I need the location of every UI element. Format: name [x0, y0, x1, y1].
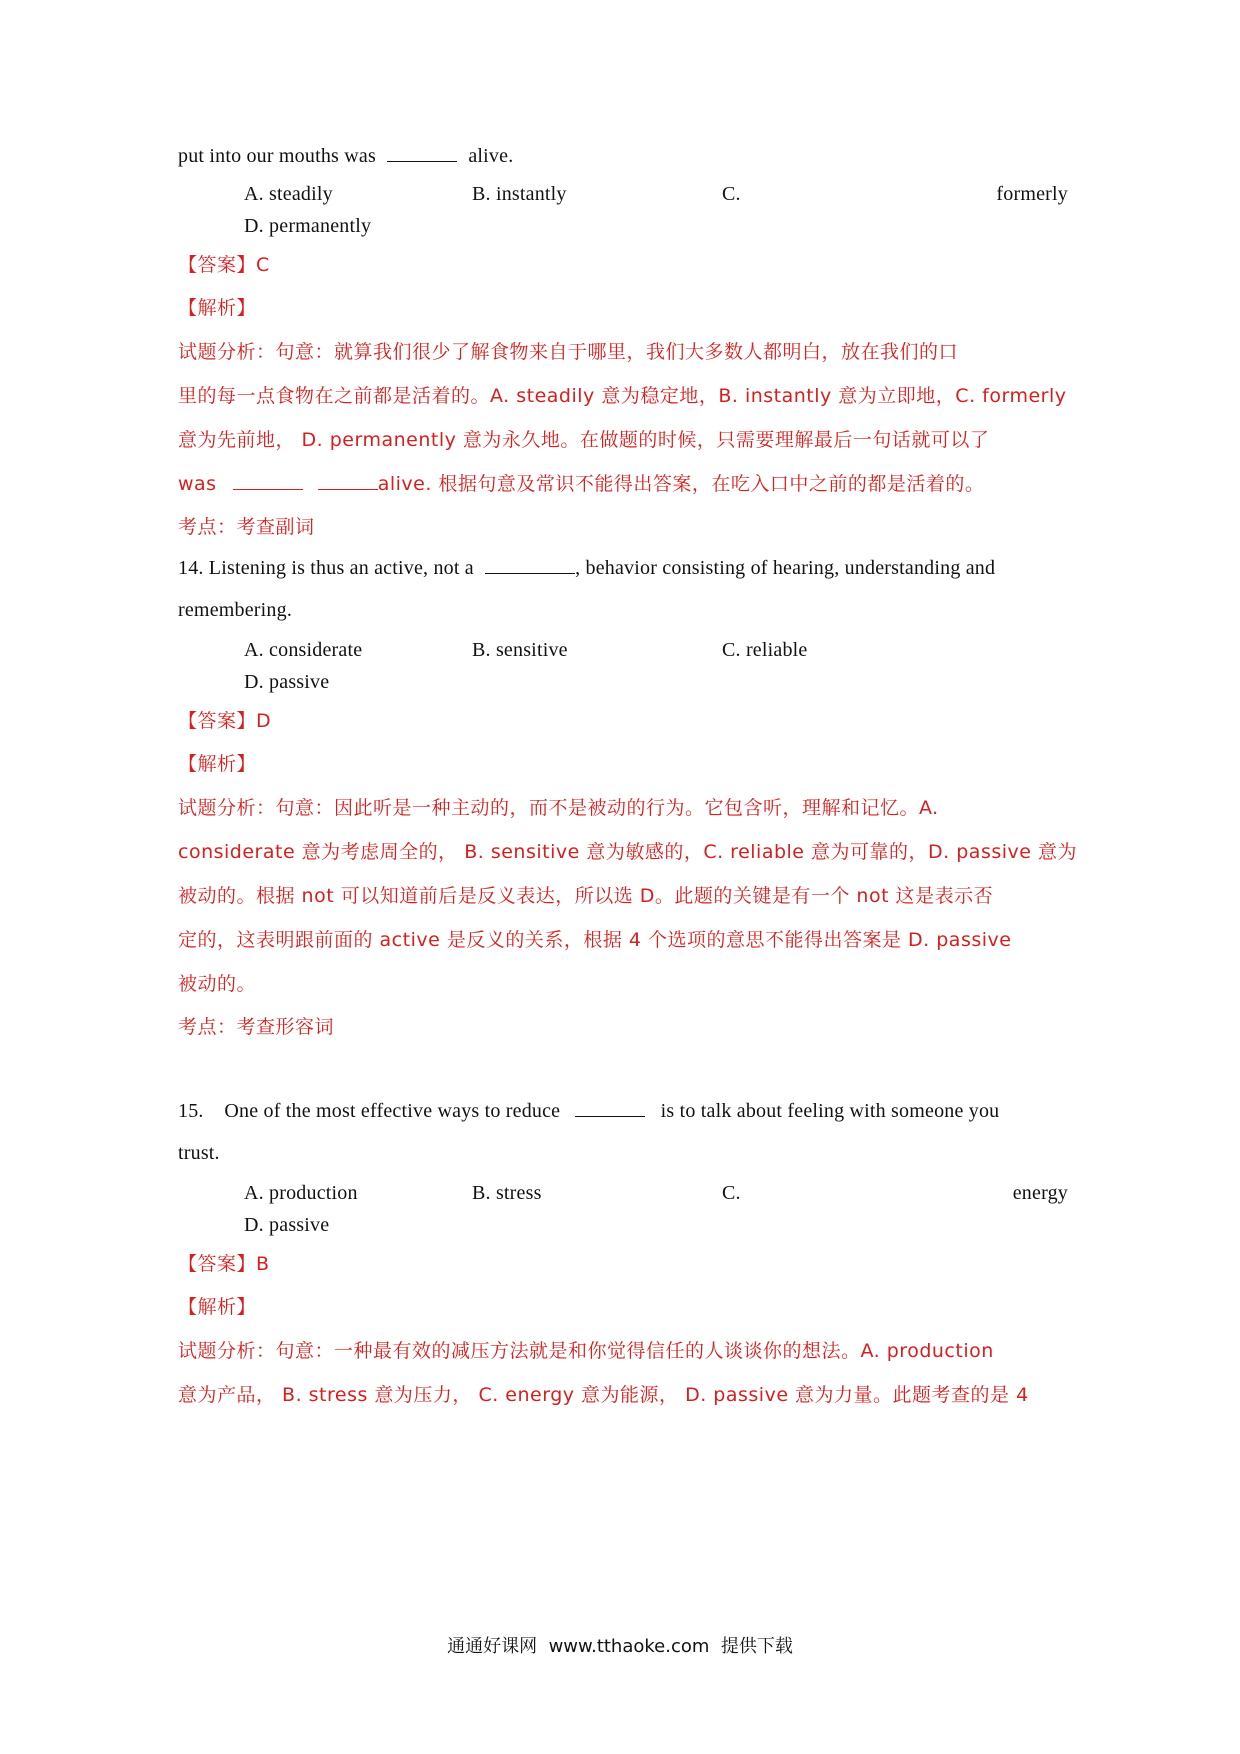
q15-option-d: D. passive: [244, 1214, 330, 1236]
q13-options: [244, 183, 1068, 209]
q14-analysis-label: 【解析】: [178, 753, 257, 775]
q14-analysis-line: considerate 意为考虑周全的， B. sensitive 意为敏感的，C. reliable 意为可靠的，D. passive 意为: [178, 841, 1077, 863]
q15-stem-text: 15. One of the most effective ways to reduce: [178, 1100, 561, 1122]
q14-options-row2: [244, 671, 1068, 697]
q13-stem: [178, 143, 1068, 168]
q14-analysis-line: 被动的。根据 not 可以知道前后是反义表达，所以选 D。此题的关键是有一个 not 这是表示否: [178, 885, 994, 907]
q14-blank: [485, 555, 575, 574]
q15-option-a: A. production: [244, 1182, 358, 1204]
q13-stem-text: put into our mouths was: [178, 145, 376, 167]
q13-option-c-letter: C.: [722, 183, 741, 205]
q15-stem-text: is to talk about feeling with someone you: [660, 1100, 1000, 1122]
q13-answer: [178, 250, 1068, 277]
q15-analysis-line: 试题分析：句意：一种最有效的减压方法就是和你觉得信任的人谈谈你的想法。A. production: [178, 1340, 994, 1362]
q13-option-d: D. permanently: [244, 215, 372, 237]
q15-option-b: B. stress: [472, 1182, 542, 1204]
q13-options-row2: [244, 215, 1068, 241]
q13-stem-tail: alive.: [468, 145, 514, 167]
q14-answer-label: 【答案】: [178, 710, 257, 732]
q13-option-b: B. instantly: [472, 183, 567, 205]
q13-analysis-blank: [318, 471, 378, 490]
q13-option-c-word: formerly: [996, 183, 1068, 205]
q13-analysis-line: 里的每一点食物在之前都是活着的。A. steadily 意为稳定地，B. instantly 意为立即地，C. formerly: [178, 385, 1067, 407]
q15-analysis-label: 【解析】: [178, 1296, 257, 1318]
q15-options-row2: [244, 1214, 1068, 1240]
q13-analysis-line: 意为先前地， D. permanently 意为永久地。在做题的时候，只需要理解最后一句话就可以了: [178, 429, 990, 451]
q15-answer-label: 【答案】: [178, 1253, 257, 1275]
q14-stem: [178, 555, 1068, 580]
q14-analysis-line: 试题分析：句意：因此听是一种主动的，而不是被动的行为。它包含听，理解和记忆。A.: [178, 797, 939, 819]
q14-option-a: A. considerate: [244, 639, 363, 661]
q13-option-a: A. steadily: [244, 183, 333, 205]
q14-answer: [178, 706, 1068, 733]
page-footer: 通通好课网 www.tthaoke.com 提供下载: [447, 1636, 793, 1657]
q15-stem-cont: trust.: [178, 1142, 220, 1164]
q13-blank: [387, 143, 457, 162]
q14-stem-text: 14. Listening is thus an active, not a: [178, 557, 474, 579]
q13-analysis-blank: [233, 471, 303, 490]
q14-answer-value: D: [256, 710, 272, 732]
q13-answer-label: 【答案】: [178, 254, 257, 276]
q15-options: [244, 1182, 1068, 1208]
q14-options: [244, 639, 1068, 665]
q14-option-c: C. reliable: [722, 639, 808, 661]
q15-analysis-line: 意为产品， B. stress 意为压力， C. energy 意为能源， D. passive 意为力量。此题考查的是 4: [178, 1384, 1029, 1406]
q15-answer-value: B: [256, 1253, 270, 1275]
q13-analysis-line: 试题分析：句意：就算我们很少了解食物来自于哪里，我们大多数人都明白，放在我们的口: [178, 341, 959, 363]
q13-analysis-tail: alive. 根据句意及常识不能得出答案，在吃入口中之前的都是活着的。: [377, 473, 985, 495]
q13-analysis-was: was: [178, 473, 217, 495]
q13-analysis-line: [178, 469, 1068, 496]
q14-analysis-line: 定的，这表明跟前面的 active 是反义的关系，根据 4 个选项的意思不能得出答案是 D. passive: [178, 929, 1012, 951]
q13-answer-value: C: [256, 254, 270, 276]
q15-option-c-letter: C.: [722, 1182, 741, 1204]
q14-analysis-line: 被动的。: [178, 973, 257, 995]
q15-stem: [178, 1098, 1068, 1123]
q15-option-c-word: energy: [1012, 1182, 1068, 1204]
q13-point: 考点：考查副词: [178, 516, 315, 538]
q15-answer: [178, 1249, 1068, 1276]
q14-point: 考点：考查形容词: [178, 1016, 335, 1038]
q15-blank: [575, 1098, 645, 1117]
q14-stem-text: , behavior consisting of hearing, understanding and: [575, 557, 996, 579]
q13-analysis-label: 【解析】: [178, 297, 257, 319]
q14-option-b: B. sensitive: [472, 639, 568, 661]
q14-option-d: D. passive: [244, 671, 330, 693]
q14-stem-cont: remembering.: [178, 599, 293, 621]
